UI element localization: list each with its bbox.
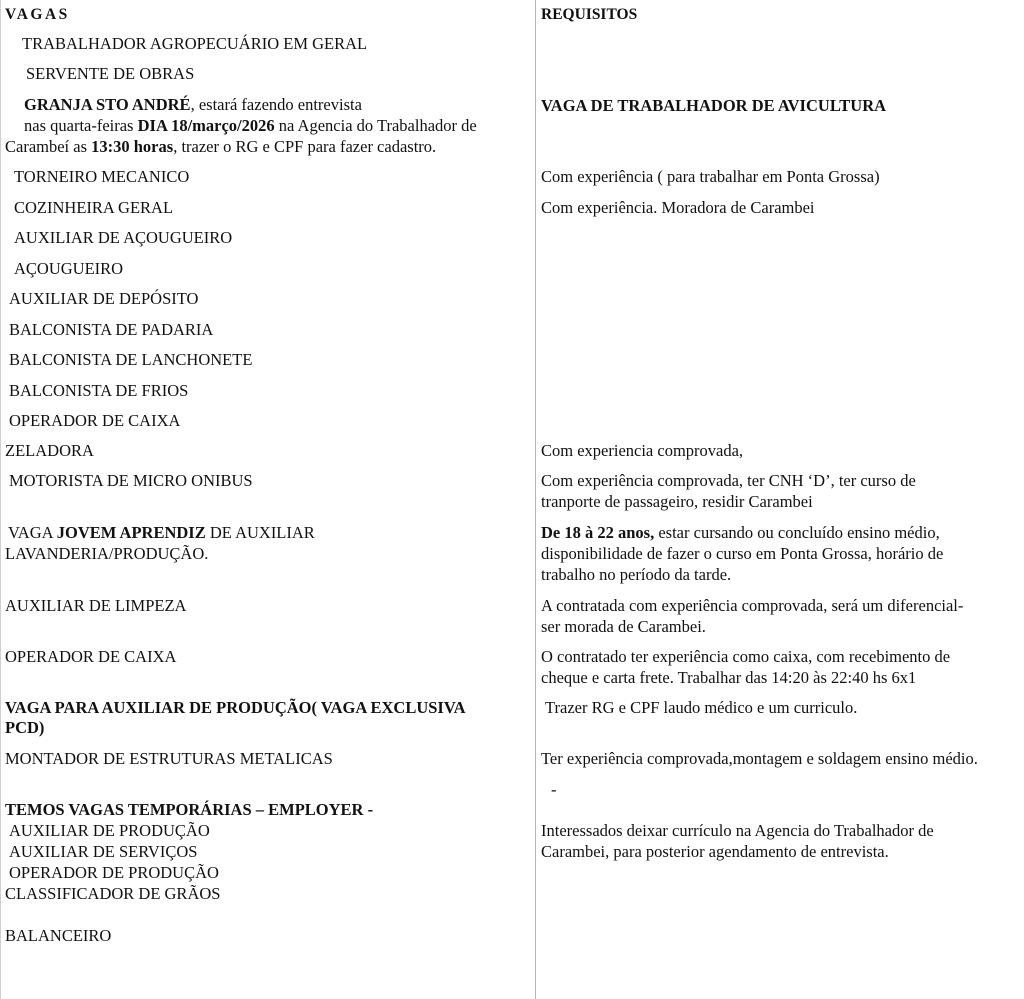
granja-line-1-text: , estará fazendo entrevista xyxy=(190,95,362,114)
jovem-pre: VAGA xyxy=(8,523,57,542)
requisitos-column-header: REQUISITOS xyxy=(541,6,638,23)
vaga-auxiliar-de-limpeza: AUXILIAR DE LIMPEZA xyxy=(5,596,187,615)
vaga-cozinheira-geral: COZINHEIRA GERAL xyxy=(14,198,174,217)
req-torneiro: Com experiência ( para trabalhar em Ponta Grossa) xyxy=(541,167,880,186)
vaga-operador-de-caixa: OPERADOR DE CAIXA xyxy=(9,411,181,430)
granja-line-2-post: na Agencia do Trabalhador de xyxy=(274,116,477,135)
vaga-pcd-line-1: VAGA PARA AUXILIAR DE PRODUÇÃO( VAGA EXCLUSIVA xyxy=(5,698,466,717)
vaga-montador-estruturas: MONTADOR DE ESTRUTURAS METALICAS xyxy=(5,749,333,768)
vaga-acougueiro: AÇOUGUEIRO xyxy=(14,259,124,278)
req-jovem-line-3: trabalho no período da tarde. xyxy=(541,565,732,584)
granja-line-3-pre: Carambeí as xyxy=(5,137,92,156)
granja-line-2-pre: nas quarta-feiras xyxy=(24,116,138,135)
jovem-aprendiz-label: JOVEM APRENDIZ xyxy=(56,523,206,542)
req-limpeza-line-2: ser morada de Carambei. xyxy=(541,617,706,636)
vaga-pcd-line-2: PCD) xyxy=(5,718,45,737)
granja-interview-time: 13:30 horas xyxy=(91,137,174,156)
req-caixa-line-2: cheque e carta frete. Trabalhar das 14:20 às 22:40 hs 6x1 xyxy=(541,668,917,687)
req-pcd: Trazer RG e CPF laudo médico e um curriculo. xyxy=(545,698,858,717)
vaga-avicultura: VAGA DE TRABALHADOR DE AVICULTURA xyxy=(541,96,887,115)
vagas-column-header: VAGAS xyxy=(5,6,70,23)
vaga-jovem-aprendiz-line-1 xyxy=(8,523,315,543)
req-caixa-line-1: O contratado ter experiência como caixa, com recebimento de xyxy=(541,647,951,666)
vaga-auxiliar-de-deposito: AUXILIAR DE DEPÓSITO xyxy=(9,289,199,308)
req-jovem-line-2: disponibilidade de fazer o curso em Ponta Grossa, horário de xyxy=(541,544,944,563)
temp-auxiliar-de-producao: AUXILIAR DE PRODUÇÃO xyxy=(9,821,210,840)
column-divider xyxy=(535,0,536,999)
req-jovem-age: De 18 à 22 anos, xyxy=(541,523,655,542)
table-left-border xyxy=(0,0,1,999)
vaga-balconista-de-padaria: BALCONISTA DE PADARIA xyxy=(9,320,214,339)
vaga-motorista-micro-onibus: MOTORISTA DE MICRO ONIBUS xyxy=(9,471,253,490)
granja-line-1 xyxy=(24,95,362,115)
req-limpeza-line-1: A contratada com experiência comprovada, será um diferencial- xyxy=(541,596,964,615)
jovem-post: DE AUXILIAR xyxy=(205,523,315,542)
temp-classificador-de-graos: CLASSIFICADOR DE GRÃOS xyxy=(5,884,221,903)
vaga-servente-de-obras: SERVENTE DE OBRAS xyxy=(26,64,195,83)
granja-name: GRANJA STO ANDRÉ xyxy=(24,95,191,114)
granja-line-3-post: , trazer o RG e CPF para fazer cadastro. xyxy=(173,137,437,156)
vaga-jovem-aprendiz-line-2: LAVANDERIA/PRODUÇÃO. xyxy=(5,544,209,563)
req-jovem-line-1 xyxy=(541,523,940,543)
req-cozinheira: Com experiência. Moradora de Carambei xyxy=(541,198,815,217)
temp-operador-de-producao: OPERADOR DE PRODUÇÃO xyxy=(9,863,219,882)
temp-auxiliar-de-servicos: AUXILIAR DE SERVIÇOS xyxy=(9,842,198,861)
vaga-balconista-de-frios: BALCONISTA DE FRIOS xyxy=(9,381,189,400)
req-montador: Ter experiência comprovada,montagem e soldagem ensino médio. xyxy=(541,749,978,768)
granja-line-3 xyxy=(5,137,436,157)
req-zeladora: Com experiencia comprovada, xyxy=(541,441,744,460)
req-motorista-line-2: tranporte de passageiro, residir Carambei xyxy=(541,492,813,511)
vaga-zeladora: ZELADORA xyxy=(5,441,94,460)
vaga-torneiro-mecanico: TORNEIRO MECANICO xyxy=(14,167,190,186)
granja-interview-date: DIA 18/março/2026 xyxy=(137,116,275,135)
req-temporarias-line-2: Carambei, para posterior agendamento de entrevista. xyxy=(541,842,889,861)
vaga-auxiliar-de-acougueiro: AUXILIAR DE AÇOUGUEIRO xyxy=(14,228,233,247)
vaga-trabalhador-agropecuario: TRABALHADOR AGROPECUÁRIO EM GERAL xyxy=(22,34,368,53)
vaga-balconista-de-lanchonete: BALCONISTA DE LANCHONETE xyxy=(9,350,253,369)
granja-line-2 xyxy=(24,116,477,136)
temporarias-title: TEMOS VAGAS TEMPORÁRIAS – EMPLOYER - xyxy=(5,800,374,819)
req-jovem-line-1-text: estar cursando ou concluído ensino médio, xyxy=(654,523,940,542)
req-motorista-line-1: Com experiência comprovada, ter CNH ‘D’, ter curso de xyxy=(541,471,916,490)
vaga-operador-de-caixa-2: OPERADOR DE CAIXA xyxy=(5,647,177,666)
req-dash: - xyxy=(551,780,557,799)
req-temporarias-line-1: Interessados deixar currículo na Agencia do Trabalhador de xyxy=(541,821,934,840)
vaga-balanceiro: BALANCEIRO xyxy=(5,926,112,945)
